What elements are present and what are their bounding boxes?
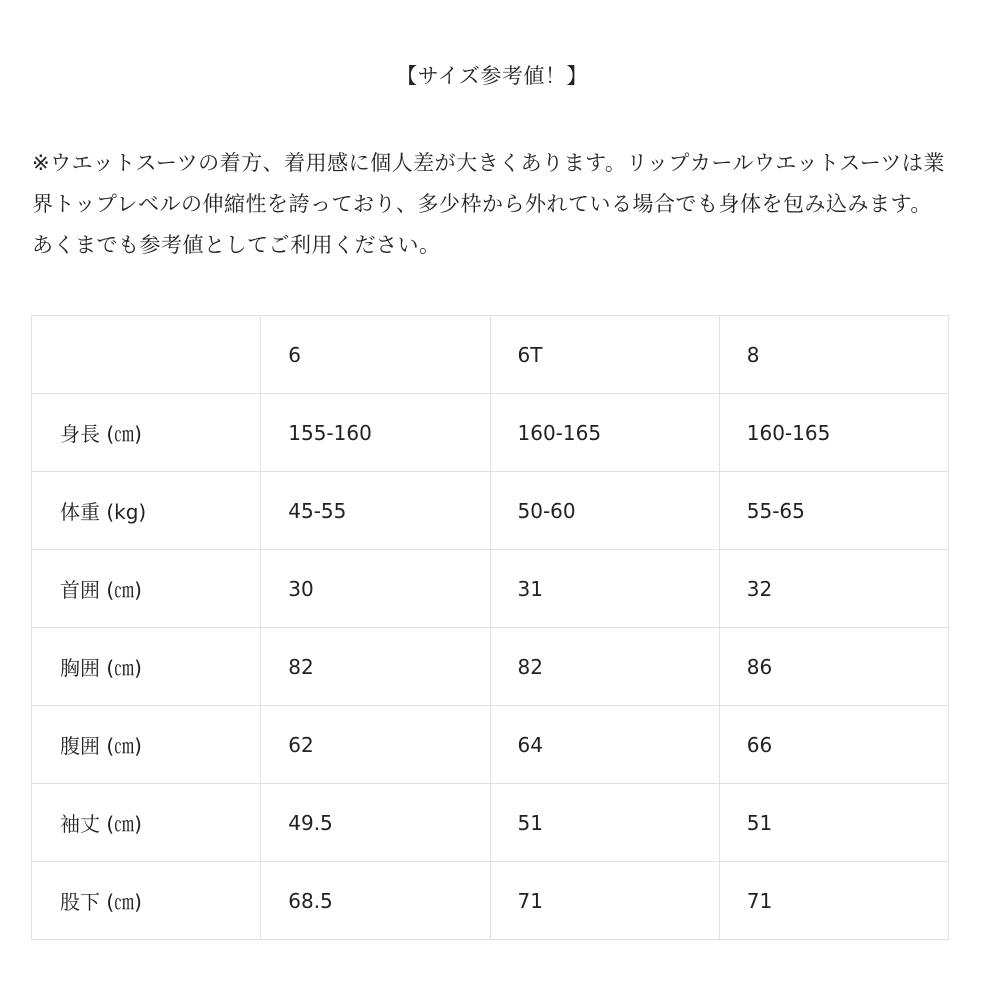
table-cell: 51 bbox=[719, 784, 948, 862]
table-cell: 55-65 bbox=[719, 472, 948, 550]
header-empty-cell bbox=[32, 316, 261, 394]
row-label-inseam: 股下 (㎝) bbox=[32, 862, 261, 940]
page-title: 【サイズ参考値！】 bbox=[396, 64, 588, 88]
table-cell: 71 bbox=[719, 862, 948, 940]
size-table bbox=[31, 315, 949, 940]
table-cell: 155-160 bbox=[261, 394, 490, 472]
table-cell: 51 bbox=[490, 784, 719, 862]
table-cell: 50-60 bbox=[490, 472, 719, 550]
table-cell: 160-165 bbox=[719, 394, 948, 472]
table-cell: 71 bbox=[490, 862, 719, 940]
row-label-waist: 腹囲 (㎝) bbox=[32, 706, 261, 784]
table-row bbox=[32, 628, 949, 706]
table-cell: 45-55 bbox=[261, 472, 490, 550]
table-cell: 32 bbox=[719, 550, 948, 628]
table-cell: 62 bbox=[261, 706, 490, 784]
table-cell: 82 bbox=[261, 628, 490, 706]
header-size-8: 8 bbox=[719, 316, 948, 394]
header-size-6t: 6T bbox=[490, 316, 719, 394]
table-header-row bbox=[32, 316, 949, 394]
row-label-weight: 体重 (kg) bbox=[32, 472, 261, 550]
table-row bbox=[32, 550, 949, 628]
table-row bbox=[32, 862, 949, 940]
size-note: ※ウエットスーツの着方、着用感に個人差が大きくあります。リップカールウエットスーツは業界トップレベルの伸縮性を誇っており、多少枠から外れている場合でも身体を包み込みます。あくまでも参考値としてご利用ください。 bbox=[32, 151, 945, 257]
table-cell: 31 bbox=[490, 550, 719, 628]
table-row bbox=[32, 784, 949, 862]
row-label-sleeve: 袖丈 (㎝) bbox=[32, 784, 261, 862]
table-row bbox=[32, 394, 949, 472]
table-cell: 160-165 bbox=[490, 394, 719, 472]
table-cell: 66 bbox=[719, 706, 948, 784]
table-cell: 82 bbox=[490, 628, 719, 706]
table-row bbox=[32, 706, 949, 784]
row-label-height: 身長 (㎝) bbox=[32, 394, 261, 472]
row-label-neck: 首囲 (㎝) bbox=[32, 550, 261, 628]
table-cell: 30 bbox=[261, 550, 490, 628]
header-size-6: 6 bbox=[261, 316, 490, 394]
table-cell: 86 bbox=[719, 628, 948, 706]
table-cell: 64 bbox=[490, 706, 719, 784]
table-row bbox=[32, 472, 949, 550]
row-label-chest: 胸囲 (㎝) bbox=[32, 628, 261, 706]
table-cell: 68.5 bbox=[261, 862, 490, 940]
table-cell: 49.5 bbox=[261, 784, 490, 862]
